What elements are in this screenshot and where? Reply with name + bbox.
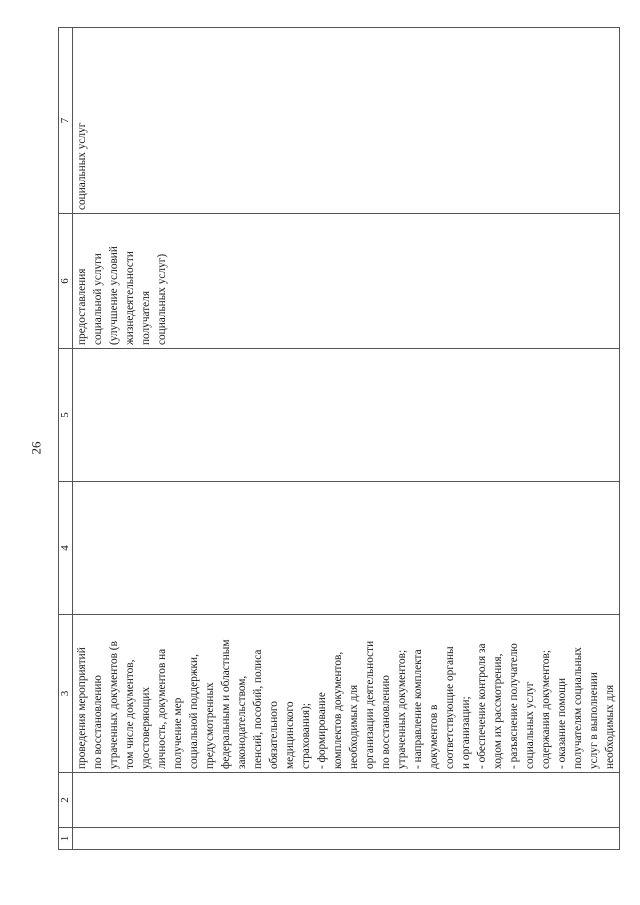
cell-col6	[73, 214, 620, 349]
table-row	[73, 28, 620, 850]
cell-col4-text	[73, 482, 75, 614]
cell-col2	[73, 773, 620, 828]
header-row	[59, 28, 73, 850]
cell-col7	[73, 28, 620, 214]
cell-col5	[73, 349, 620, 482]
cell-col1	[73, 828, 620, 850]
cell-col3-text: проведения мероприятий по восстановлению утраченных документов (в том числе документов, удостоверяющих личность, документов на получение мер социальной поддержки, предусмотренных федеральным и областным законодательством, пенсий, пособий, полиса обязательного медицинского страхования); - формирование комплектов документов, необходимых для организации деятельности по восстановлению утраченных документов; - направление комплекта документов в соответствующие органы и организации; - обеспечение контроля за ходом их рассмотрения, - разъяснение получателю социальных услуг содержания документов; - оказание помощи получателям социальных услуг в выполнении необходимых для	[76, 639, 616, 769]
cell-col7-text: социальных услуг	[76, 122, 88, 210]
col-header-6: 6	[59, 214, 73, 349]
col-header-1: 1	[59, 828, 73, 850]
cell-col1-text	[73, 828, 75, 849]
cell-col6-text: предоставления социальной услуги (улучшение условий жизнедеятельности получателя социальных услуг)	[76, 246, 168, 345]
col-header-3: 3	[59, 615, 73, 773]
col-header-2: 2	[59, 773, 73, 828]
page-number: 26	[28, 441, 44, 455]
col-header-5: 5	[59, 349, 73, 482]
col-header-7: 7	[59, 28, 73, 214]
services-table	[58, 27, 620, 850]
cell-col2-text	[73, 773, 75, 827]
rotated-table-wrapper	[58, 28, 616, 850]
cell-col4	[73, 482, 620, 615]
cell-col3	[73, 615, 620, 773]
cell-col5-text	[73, 349, 75, 481]
col-header-4: 4	[59, 482, 73, 615]
